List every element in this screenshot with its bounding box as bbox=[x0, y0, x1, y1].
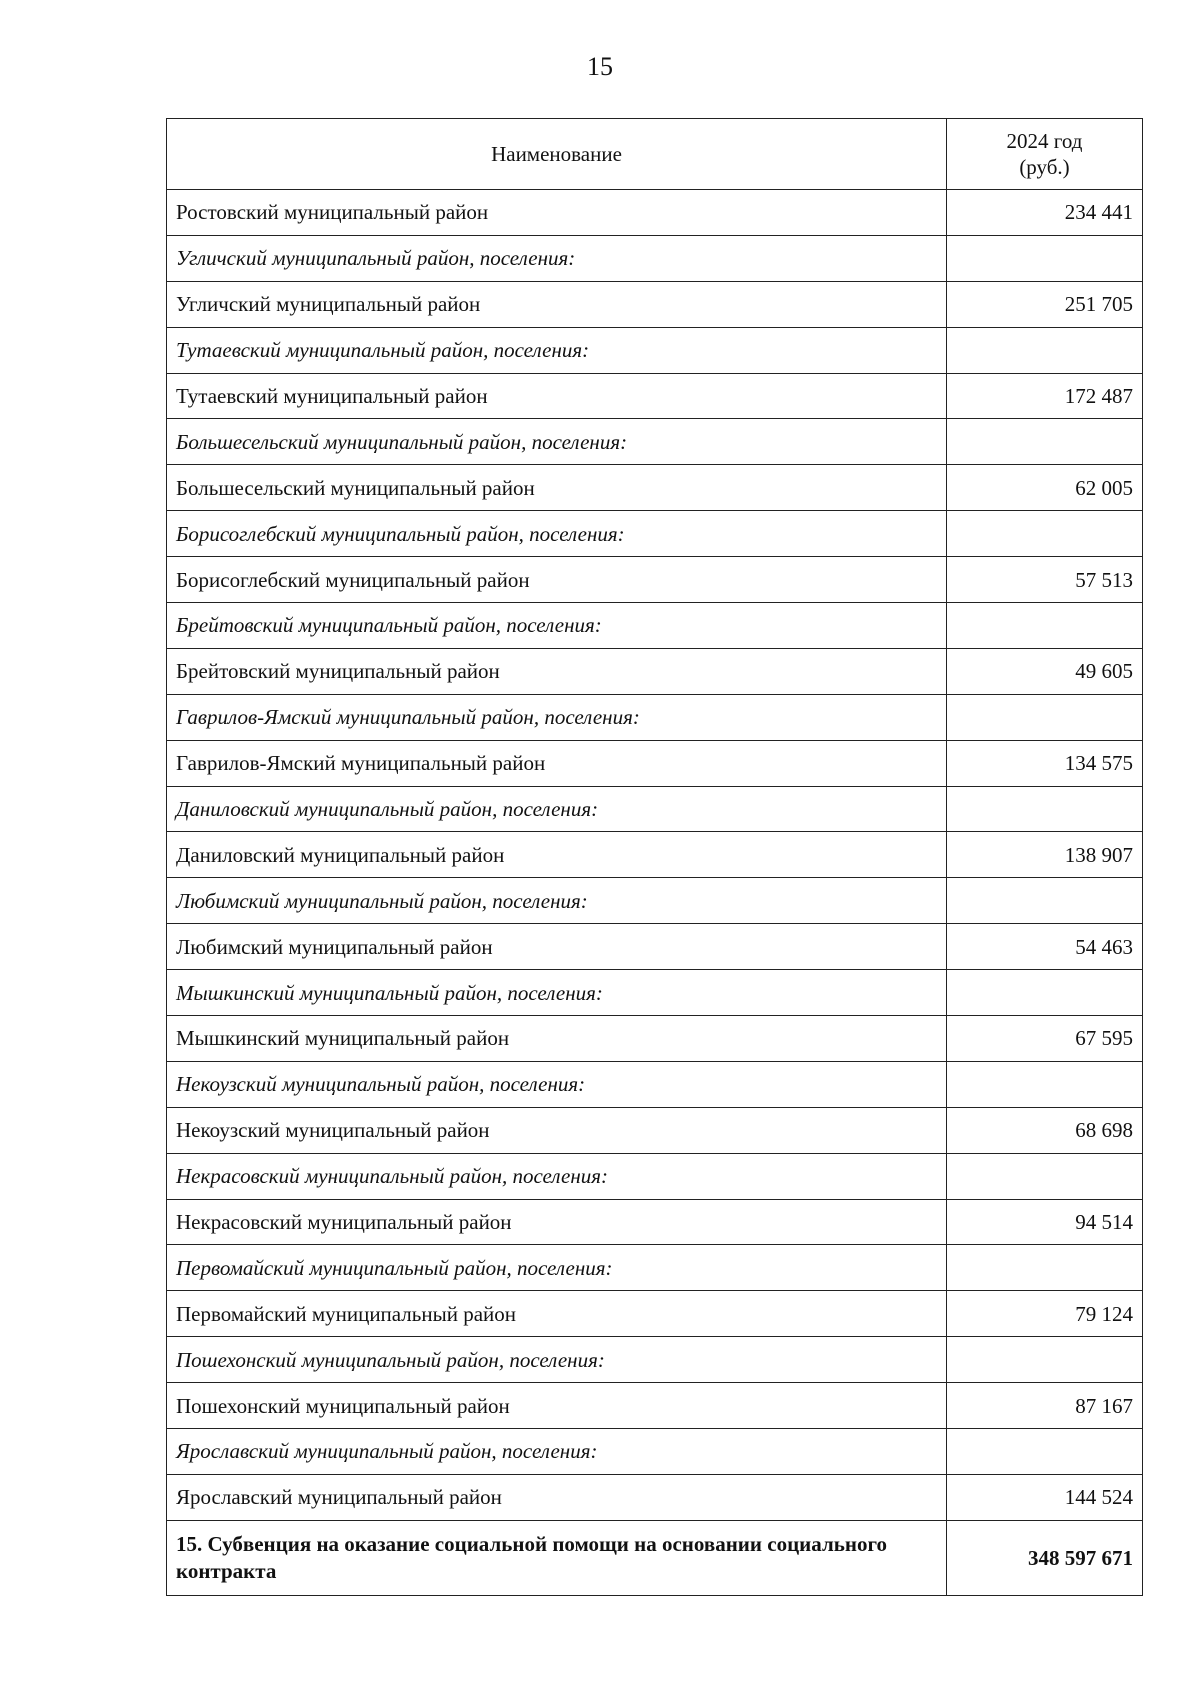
total-row-value: 348 597 671 bbox=[947, 1520, 1143, 1595]
table-subheader-row bbox=[167, 1153, 1143, 1199]
row-value bbox=[947, 327, 1143, 373]
table-body bbox=[167, 190, 1143, 1521]
row-name: Брейтовский муниципальный район, поселения: bbox=[167, 603, 947, 649]
table-row bbox=[167, 190, 1143, 236]
column-header-year-line2: (руб.) bbox=[1019, 155, 1070, 179]
row-value bbox=[947, 1061, 1143, 1107]
row-name: Некоузский муниципальный район, поселения: bbox=[167, 1061, 947, 1107]
column-header-year-line1: 2024 год bbox=[1006, 129, 1083, 153]
row-name: Большесельский муниципальный район, поселения: bbox=[167, 419, 947, 465]
row-value bbox=[947, 603, 1143, 649]
row-name: Ярославский муниципальный район bbox=[167, 1474, 947, 1520]
row-value bbox=[947, 1245, 1143, 1291]
table-subheader-row bbox=[167, 327, 1143, 373]
table-row bbox=[167, 1107, 1143, 1153]
table-row bbox=[167, 557, 1143, 603]
row-value: 234 441 bbox=[947, 190, 1143, 236]
row-name: Пошехонский муниципальный район bbox=[167, 1383, 947, 1429]
table-row bbox=[167, 1383, 1143, 1429]
table-subheader-row bbox=[167, 786, 1143, 832]
table-row bbox=[167, 832, 1143, 878]
column-header-year bbox=[947, 119, 1143, 190]
row-name: Некоузский муниципальный район bbox=[167, 1107, 947, 1153]
table-subheader-row bbox=[167, 878, 1143, 924]
row-value bbox=[947, 786, 1143, 832]
row-value bbox=[947, 419, 1143, 465]
row-value: 68 698 bbox=[947, 1107, 1143, 1153]
total-row-name: 15. Субвенция на оказание социальной помощи на основании социального контракта bbox=[167, 1520, 947, 1595]
row-name: Гаврилов-Ямский муниципальный район bbox=[167, 740, 947, 786]
row-value bbox=[947, 235, 1143, 281]
row-value: 144 524 bbox=[947, 1474, 1143, 1520]
row-name: Тутаевский муниципальный район bbox=[167, 373, 947, 419]
table-row bbox=[167, 281, 1143, 327]
row-name: Даниловский муниципальный район bbox=[167, 832, 947, 878]
row-value: 54 463 bbox=[947, 924, 1143, 970]
table-subheader-row bbox=[167, 1061, 1143, 1107]
table-total-row bbox=[167, 1520, 1143, 1595]
row-name: Большесельский муниципальный район bbox=[167, 465, 947, 511]
row-name: Угличский муниципальный район bbox=[167, 281, 947, 327]
row-value bbox=[947, 694, 1143, 740]
row-value: 134 575 bbox=[947, 740, 1143, 786]
row-name: Ярославский муниципальный район, поселения: bbox=[167, 1429, 947, 1475]
row-value bbox=[947, 511, 1143, 557]
row-name: Мышкинский муниципальный район bbox=[167, 1016, 947, 1062]
row-value: 49 605 bbox=[947, 648, 1143, 694]
table-subheader-row bbox=[167, 970, 1143, 1016]
table-row bbox=[167, 1016, 1143, 1062]
row-value: 138 907 bbox=[947, 832, 1143, 878]
page-number: 15 bbox=[587, 52, 613, 81]
row-name: Мышкинский муниципальный район, поселения: bbox=[167, 970, 947, 1016]
row-name: Ростовский муниципальный район bbox=[167, 190, 947, 236]
row-name: Пошехонский муниципальный район, поселения: bbox=[167, 1337, 947, 1383]
row-name: Борисоглебский муниципальный район, поселения: bbox=[167, 511, 947, 557]
row-name: Некрасовский муниципальный район bbox=[167, 1199, 947, 1245]
row-name: Первомайский муниципальный район bbox=[167, 1291, 947, 1337]
table-row bbox=[167, 740, 1143, 786]
row-name: Даниловский муниципальный район, поселения: bbox=[167, 786, 947, 832]
table-row bbox=[167, 1199, 1143, 1245]
row-value: 57 513 bbox=[947, 557, 1143, 603]
table-row bbox=[167, 1291, 1143, 1337]
row-name: Борисоглебский муниципальный район bbox=[167, 557, 947, 603]
table-header-row bbox=[167, 119, 1143, 190]
table-row bbox=[167, 648, 1143, 694]
table-subheader-row bbox=[167, 235, 1143, 281]
row-value bbox=[947, 1429, 1143, 1475]
row-name: Первомайский муниципальный район, поселения: bbox=[167, 1245, 947, 1291]
table-subheader-row bbox=[167, 694, 1143, 740]
row-name: Любимский муниципальный район, поселения: bbox=[167, 878, 947, 924]
table-subheader-row bbox=[167, 419, 1143, 465]
row-value: 62 005 bbox=[947, 465, 1143, 511]
row-name: Тутаевский муниципальный район, поселения: bbox=[167, 327, 947, 373]
row-name: Угличский муниципальный район, поселения: bbox=[167, 235, 947, 281]
row-value: 94 514 bbox=[947, 1199, 1143, 1245]
row-name: Гаврилов-Ямский муниципальный район, поселения: bbox=[167, 694, 947, 740]
row-value: 67 595 bbox=[947, 1016, 1143, 1062]
row-name: Брейтовский муниципальный район bbox=[167, 648, 947, 694]
row-name: Некрасовский муниципальный район, поселения: bbox=[167, 1153, 947, 1199]
row-name: Любимский муниципальный район bbox=[167, 924, 947, 970]
table-row bbox=[167, 373, 1143, 419]
table-subheader-row bbox=[167, 603, 1143, 649]
table-subheader-row bbox=[167, 1245, 1143, 1291]
table-row bbox=[167, 924, 1143, 970]
table-row bbox=[167, 465, 1143, 511]
row-value bbox=[947, 878, 1143, 924]
row-value: 87 167 bbox=[947, 1383, 1143, 1429]
subvention-table bbox=[166, 118, 1143, 1596]
table-subheader-row bbox=[167, 1429, 1143, 1475]
row-value: 251 705 bbox=[947, 281, 1143, 327]
column-header-name: Наименование bbox=[167, 119, 947, 190]
row-value bbox=[947, 1153, 1143, 1199]
row-value: 79 124 bbox=[947, 1291, 1143, 1337]
row-value bbox=[947, 1337, 1143, 1383]
table-subheader-row bbox=[167, 511, 1143, 557]
row-value bbox=[947, 970, 1143, 1016]
table-subheader-row bbox=[167, 1337, 1143, 1383]
row-value: 172 487 bbox=[947, 373, 1143, 419]
table-row bbox=[167, 1474, 1143, 1520]
